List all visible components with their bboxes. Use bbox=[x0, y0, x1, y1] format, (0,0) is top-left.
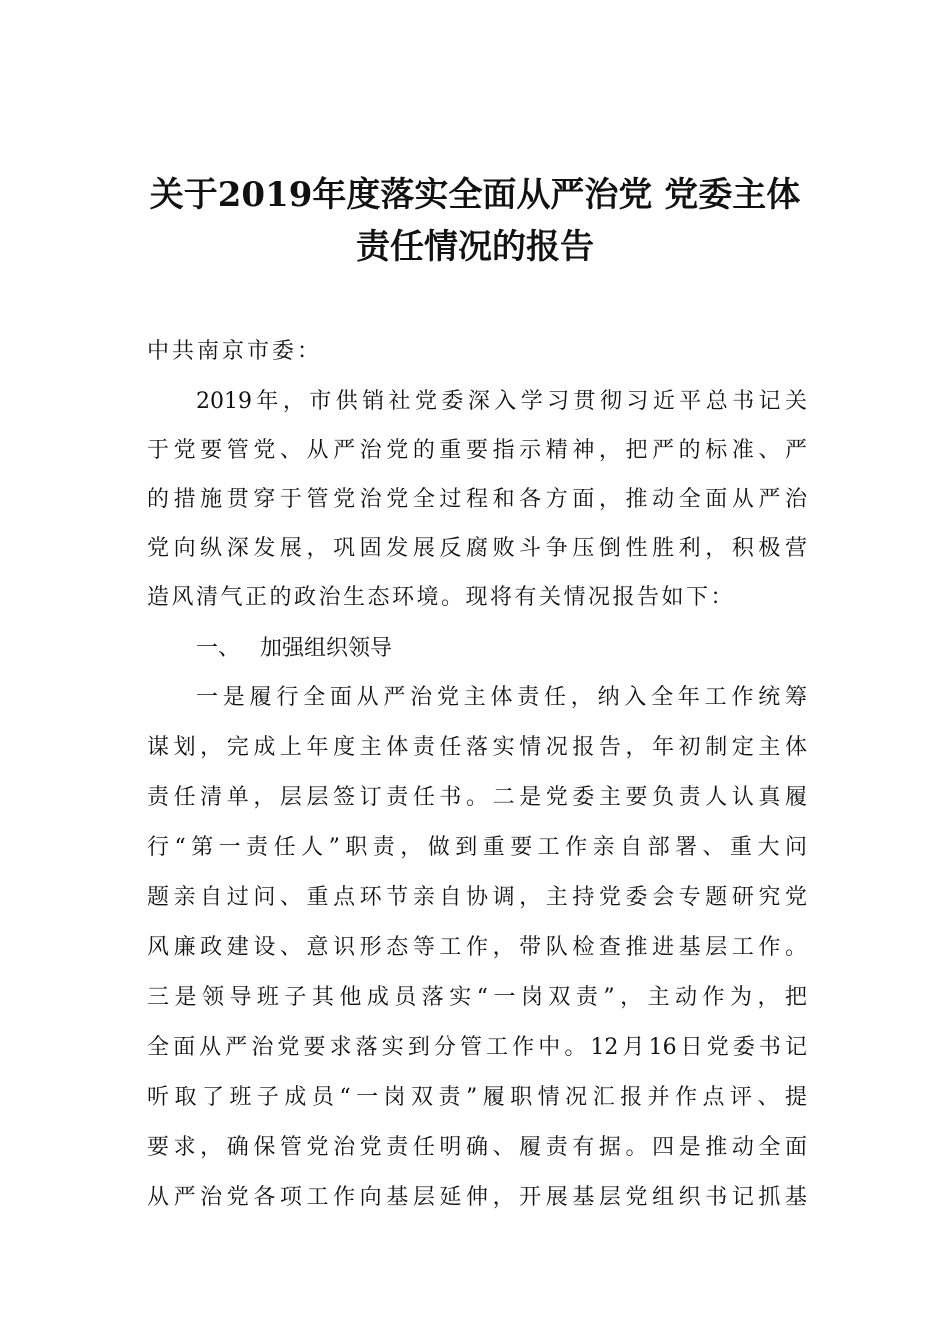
body-line-2: 谋划，完成上年度主体责任落实情况报告，年初制定主体 bbox=[147, 735, 807, 760]
intro-line-3: 的措施贯穿于管党治党全过程和各方面，推动全面从严治 bbox=[147, 487, 807, 512]
body-line-1: 一是履行全面从严治党主体责任，纳入全年工作统筹 bbox=[196, 685, 807, 710]
intro-line-4: 党向纵深发展，巩固发展反腐败斗争压倒性胜利，积极营 bbox=[147, 536, 807, 561]
section-number: 一、 bbox=[196, 636, 241, 661]
body-line-3: 责任清单，层层签订责任书。二是党委主要负责人认真履 bbox=[147, 785, 807, 810]
body-line-5: 题亲自过问、重点环节亲自协调，主持党委会专题研究党 bbox=[147, 885, 807, 910]
intro-line-1: 2019年，市供销社党委深入学习贯彻习近平总书记关 bbox=[196, 389, 807, 414]
body-line-8: 全面从严治党要求落实到分管工作中。12月16日党委书记 bbox=[147, 1035, 807, 1060]
body-line-4: 行“第一责任人”职责，做到重要工作亲自部署、重大问 bbox=[147, 835, 807, 860]
document-title-line-2: 责任情况的报告 bbox=[356, 227, 594, 267]
section-title: 加强组织领导 bbox=[260, 636, 393, 661]
body-line-11: 从严治党各项工作向基层延伸，开展基层党组织书记抓基 bbox=[147, 1185, 807, 1210]
section-heading-1 bbox=[196, 632, 392, 666]
intro-line-2: 于党要管党、从严治党的重要指示精神，把严的标准、严 bbox=[147, 438, 807, 463]
body-line-9: 听取了班子成员“一岗双责”履职情况汇报并作点评、提 bbox=[147, 1085, 807, 1110]
body-line-6: 风廉政建设、意识形态等工作，带队检查推进基层工作。 bbox=[147, 935, 807, 960]
body-line-7: 三是领导班子其他成员落实“一岗双责”，主动作为，把 bbox=[147, 985, 807, 1010]
document-title-line-1: 关于2019年度落实全面从严治党 党委主体 bbox=[149, 175, 801, 215]
salutation: 中共南京市委： bbox=[147, 339, 323, 364]
intro-line-5: 造风清气正的政治生态环境。现将有关情况报告如下： bbox=[147, 585, 736, 610]
body-line-10: 要求，确保管党治党责任明确、履责有据。四是推动全面 bbox=[147, 1135, 807, 1160]
